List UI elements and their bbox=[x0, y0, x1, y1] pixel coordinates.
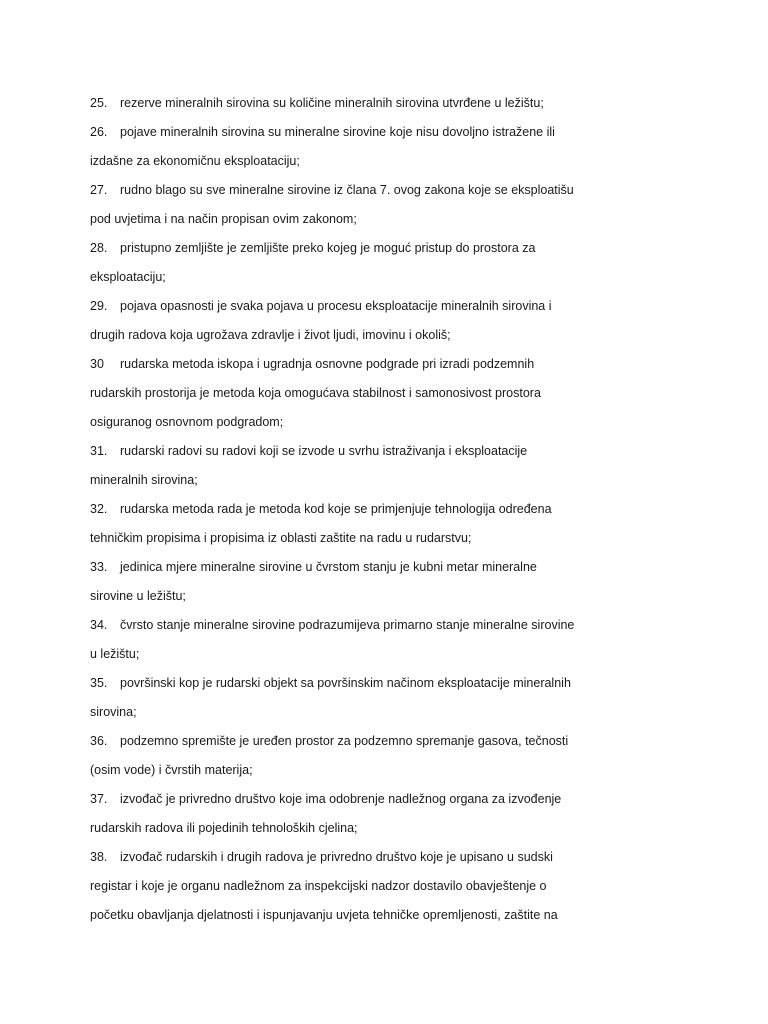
item-number: 28. bbox=[90, 241, 108, 255]
item-text: tehničkim propisima i propisima iz oblasti zaštite na radu u rudarstvu; bbox=[90, 531, 472, 545]
item-text: rudarska metoda rada je metoda kod koje se primjenjuje tehnologija određena bbox=[120, 502, 552, 516]
item-text: čvrsto stanje mineralne sirovine podrazumijeva primarno stanje mineralne sirovine bbox=[120, 618, 575, 632]
definition-item bbox=[90, 669, 690, 727]
text-line bbox=[90, 466, 690, 495]
item-text: osiguranog osnovnom podgradom; bbox=[90, 415, 284, 429]
definition-item bbox=[90, 495, 690, 553]
definition-item bbox=[90, 727, 690, 785]
definition-item bbox=[90, 553, 690, 611]
text-line bbox=[90, 176, 690, 205]
text-line bbox=[90, 640, 690, 669]
item-text: pojave mineralnih sirovina su mineralne sirovine koje nisu dovoljno istražene ili bbox=[120, 125, 555, 139]
definition-item bbox=[90, 292, 690, 350]
item-number: 31. bbox=[90, 444, 108, 458]
text-line bbox=[90, 582, 690, 611]
text-line bbox=[90, 814, 690, 843]
item-text: početku obavljanja djelatnosti i ispunjavanju uvjeta tehničke opremljenosti, zaštite na bbox=[90, 908, 558, 922]
text-line bbox=[90, 118, 690, 147]
item-number: 34. bbox=[90, 618, 108, 632]
text-line bbox=[90, 843, 690, 872]
item-text: izdašne za ekonomičnu eksploataciju; bbox=[90, 154, 300, 168]
text-line bbox=[90, 205, 690, 234]
item-text: rudarska metoda iskopa i ugradnja osnovne podgrade pri izradi podzemnih bbox=[120, 357, 535, 371]
item-number: 29. bbox=[90, 299, 108, 313]
definition-item bbox=[90, 176, 690, 234]
text-line bbox=[90, 611, 690, 640]
definition-item bbox=[90, 785, 690, 843]
item-text: jedinica mjere mineralne sirovine u čvrstom stanju je kubni metar mineralne bbox=[120, 560, 537, 574]
item-text: rudarskih radova ili pojedinih tehnoloških cjelina; bbox=[90, 821, 358, 835]
definition-item bbox=[90, 89, 690, 118]
text-line bbox=[90, 698, 690, 727]
text-line bbox=[90, 553, 690, 582]
item-number: 37. bbox=[90, 792, 108, 806]
definition-item bbox=[90, 843, 690, 930]
text-line bbox=[90, 89, 690, 118]
item-text: sirovina; bbox=[90, 705, 137, 719]
item-number: 26. bbox=[90, 125, 108, 139]
item-text: rudarskih prostorija je metoda koja omogućava stabilnost i samonosivost prostora bbox=[90, 386, 541, 400]
item-number: 36. bbox=[90, 734, 108, 748]
item-text: sirovine u ležištu; bbox=[90, 589, 186, 603]
item-text: drugih radova koja ugrožava zdravlje i život ljudi, imovinu i okoliš; bbox=[90, 328, 451, 342]
item-text: izvođač rudarskih i drugih radova je privredno društvo koje je upisano u sudski bbox=[120, 850, 553, 864]
text-line bbox=[90, 901, 690, 930]
item-text: izvođač je privredno društvo koje ima odobrenje nadležnog organa za izvođenje bbox=[120, 792, 562, 806]
text-line bbox=[90, 437, 690, 466]
item-text: pristupno zemljište je zemljište preko kojeg je moguć pristup do prostora za bbox=[120, 241, 536, 255]
item-text: podzemno spremište je uređen prostor za podzemno spremanje gasova, tečnosti bbox=[120, 734, 569, 748]
text-line bbox=[90, 756, 690, 785]
text-line bbox=[90, 785, 690, 814]
text-line bbox=[90, 350, 690, 379]
definitions-list bbox=[90, 89, 690, 930]
item-number: 35. bbox=[90, 676, 108, 690]
text-line bbox=[90, 234, 690, 263]
item-number: 32. bbox=[90, 502, 108, 516]
document-page bbox=[90, 89, 690, 930]
item-number: 33. bbox=[90, 560, 108, 574]
item-text: eksploataciju; bbox=[90, 270, 166, 284]
text-line bbox=[90, 495, 690, 524]
text-line bbox=[90, 872, 690, 901]
item-number: 38. bbox=[90, 850, 108, 864]
text-line bbox=[90, 321, 690, 350]
item-text: rezerve mineralnih sirovina su količine mineralnih sirovina utvrđene u ležištu; bbox=[120, 96, 544, 110]
item-text: u ležištu; bbox=[90, 647, 140, 661]
item-text: (osim vode) i čvrstih materija; bbox=[90, 763, 253, 777]
text-line bbox=[90, 379, 690, 408]
item-text: rudno blago su sve mineralne sirovine iz člana 7. ovog zakona koje se eksploatišu bbox=[120, 183, 574, 197]
definition-item bbox=[90, 350, 690, 437]
text-line bbox=[90, 408, 690, 437]
text-line bbox=[90, 669, 690, 698]
text-line bbox=[90, 147, 690, 176]
definition-item bbox=[90, 611, 690, 669]
text-line bbox=[90, 263, 690, 292]
definition-item bbox=[90, 118, 690, 176]
text-line bbox=[90, 727, 690, 756]
item-number: 25. bbox=[90, 96, 108, 110]
item-number: 27. bbox=[90, 183, 108, 197]
item-text: mineralnih sirovina; bbox=[90, 473, 198, 487]
item-number: 30 bbox=[90, 357, 104, 371]
item-text: pojava opasnosti je svaka pojava u procesu eksploatacije mineralnih sirovina i bbox=[120, 299, 552, 313]
definition-item bbox=[90, 437, 690, 495]
text-line bbox=[90, 524, 690, 553]
item-text: rudarski radovi su radovi koji se izvode u svrhu istraživanja i eksploatacije bbox=[120, 444, 528, 458]
item-text: registar i koje je organu nadležnom za inspekcijski nadzor dostavilo obavještenje o bbox=[90, 879, 547, 893]
item-text: pod uvjetima i na način propisan ovim zakonom; bbox=[90, 212, 357, 226]
item-text: površinski kop je rudarski objekt sa površinskim načinom eksploatacije mineralnih bbox=[120, 676, 571, 690]
definition-item bbox=[90, 234, 690, 292]
text-line bbox=[90, 292, 690, 321]
